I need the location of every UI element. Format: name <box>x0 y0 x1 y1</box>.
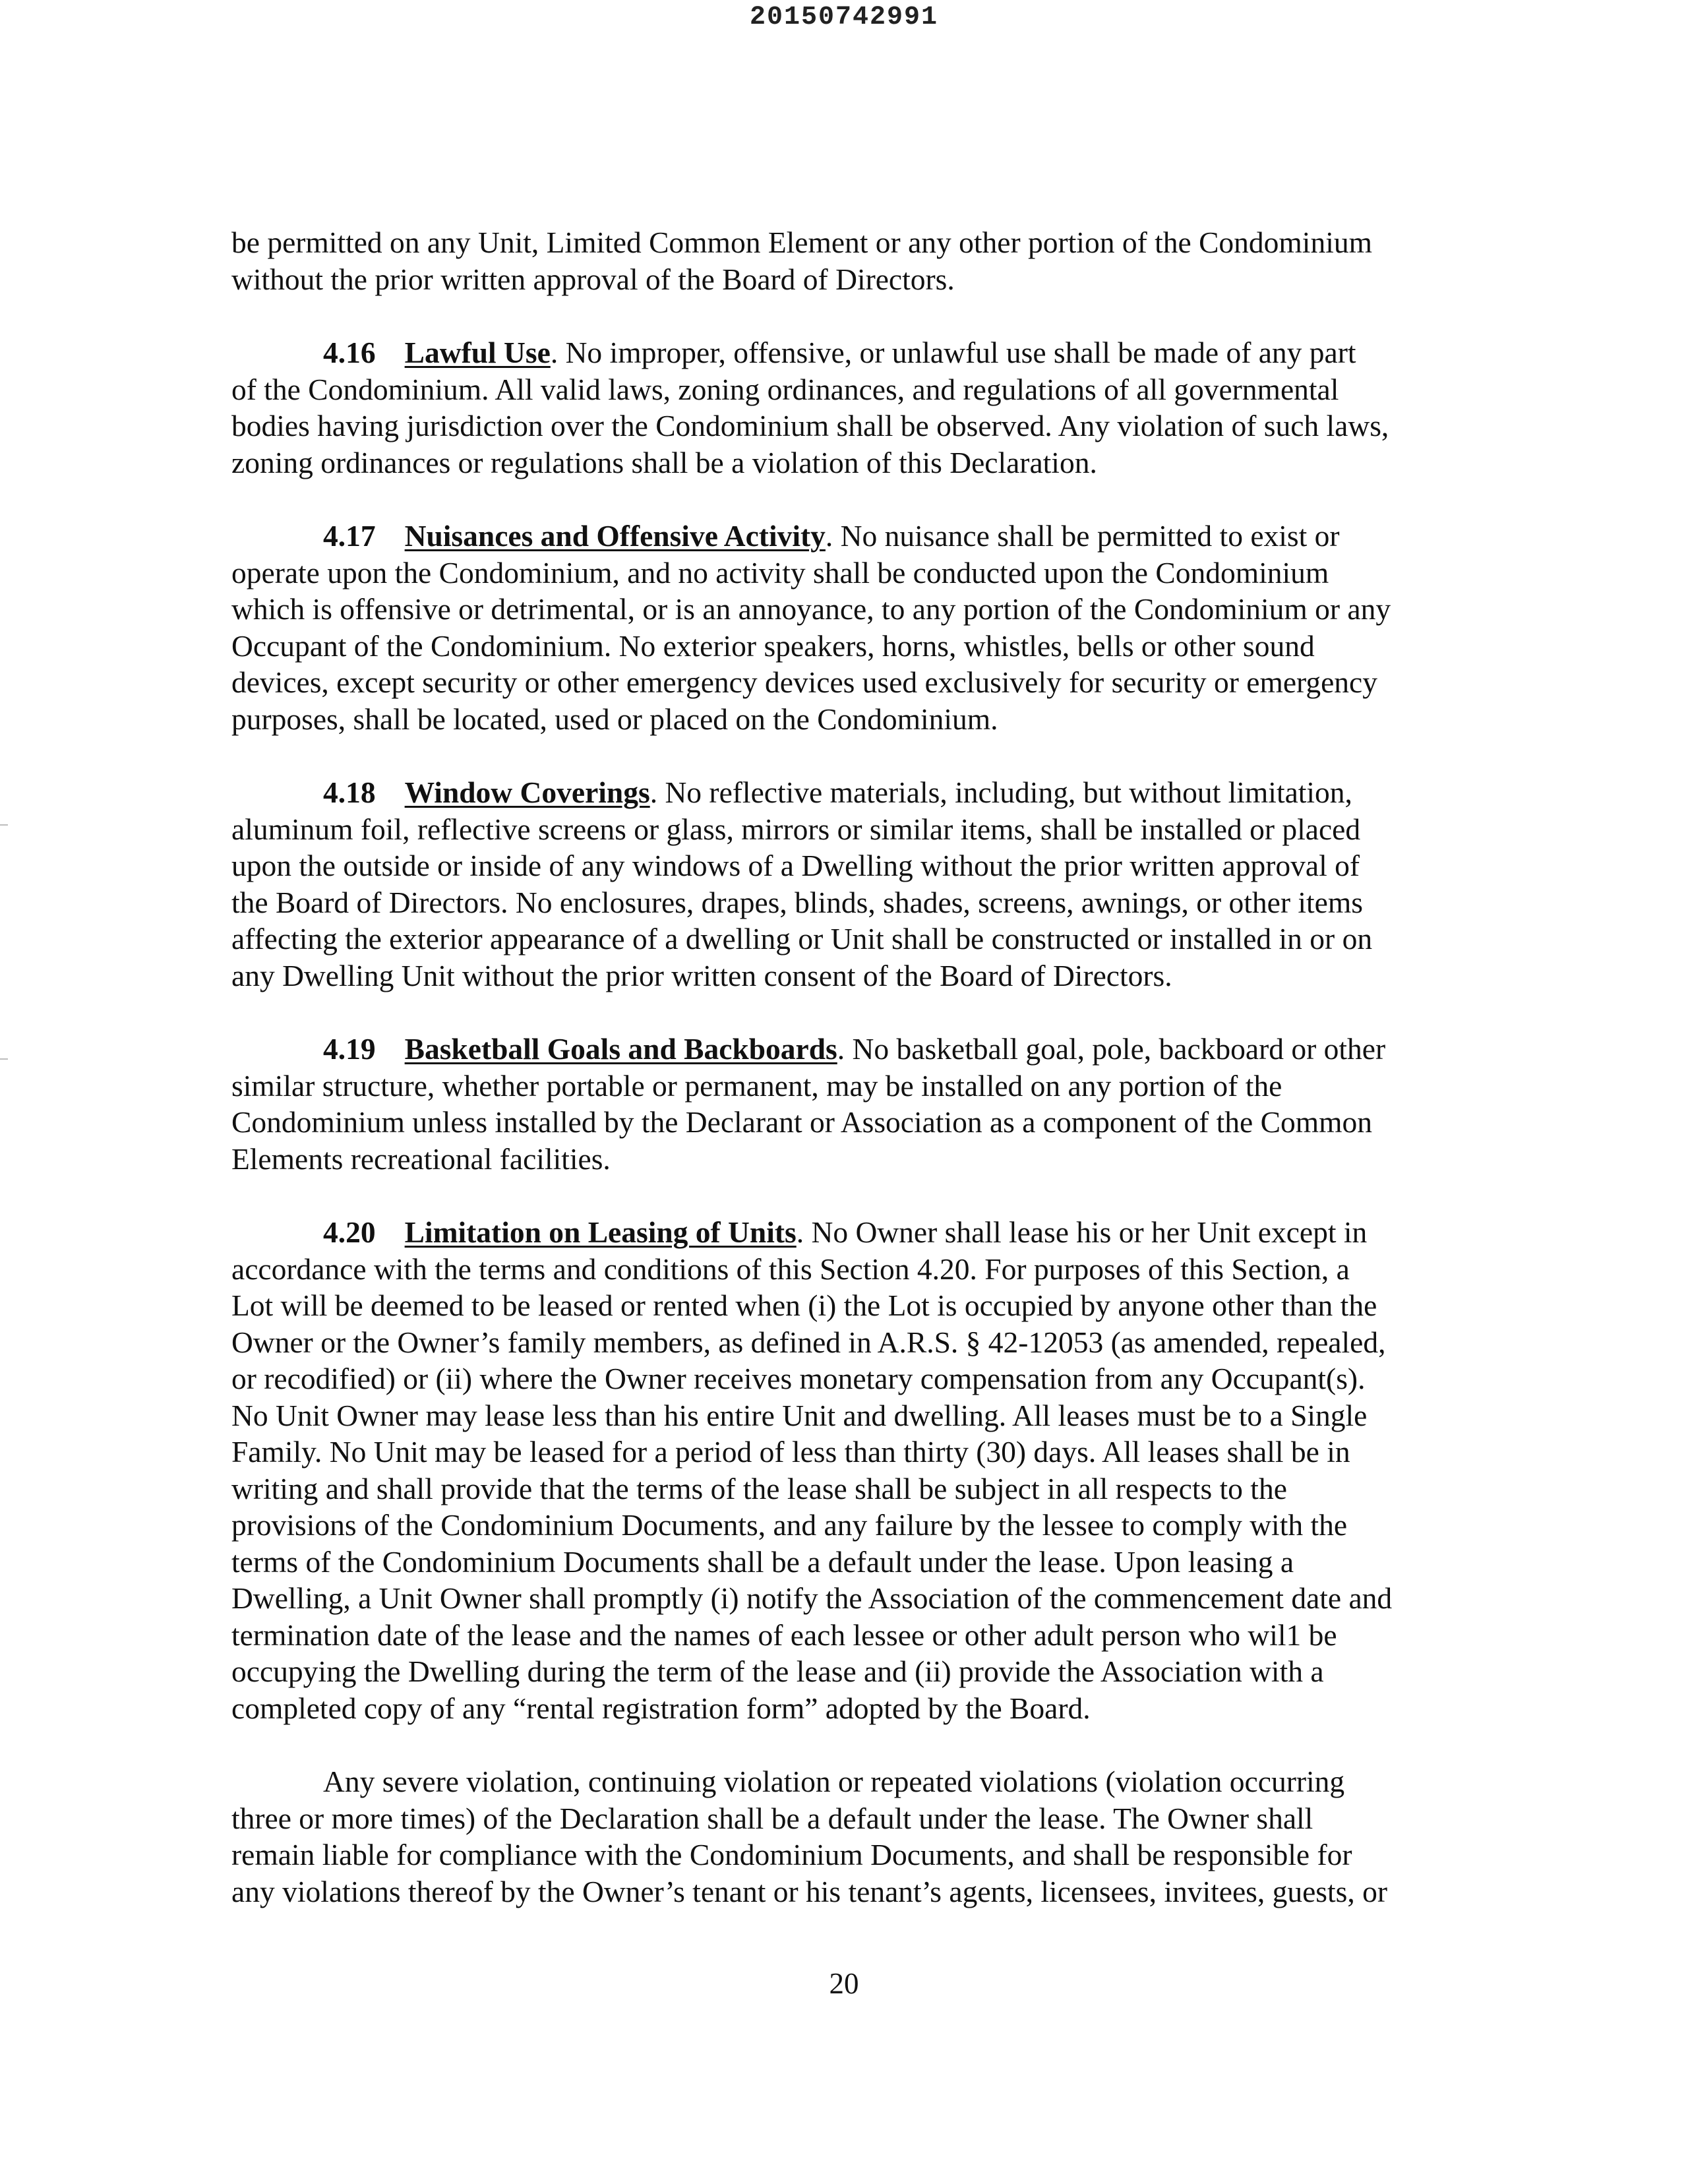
leasing-violation-paragraph <box>231 1763 1478 1910</box>
text-line: purposes, shall be located, used or placed on the Condominium. <box>231 702 998 736</box>
text-line: operate upon the Condominium, and no activity shall be conducted upon the Condominium <box>231 555 1329 590</box>
page-number: 20 <box>829 1967 859 2000</box>
text-line: Condominium unless installed by the Declarant or Association as a component of the Common <box>231 1105 1372 1139</box>
text-line: writing and shall provide that the terms of the lease shall be subject in all respects to the <box>231 1471 1287 1505</box>
text-line: accordance with the terms and conditions of this Section 4.20. For purposes of this Section, a <box>231 1252 1350 1286</box>
text-line: Lot will be deemed to be leased or rented when (i) the Lot is occupied by anyone other than the <box>231 1289 1377 1322</box>
section-number: 4.18 <box>323 775 376 809</box>
text-line: provisions of the Condominium Documents, and any failure by the lessee to comply with the <box>231 1508 1348 1542</box>
text-line: upon the outside or inside of any windows of a Dwelling without the prior written approval of <box>231 849 1360 882</box>
text-line: affecting the exterior appearance of a dwelling or Unit shall be constructed or installed in or on <box>231 922 1373 956</box>
text-line: devices, except security or other emergency devices used exclusively for security or emergency <box>231 665 1377 699</box>
text-line: Occupant of the Condominium. No exterior speakers, horns, whistles, bells or other sound <box>231 628 1315 663</box>
text-line: Elements recreational facilities. <box>231 1141 611 1176</box>
paragraph-first-line: Any severe violation, continuing violation or repeated violations (violation occurring <box>323 1765 1345 1798</box>
section-number: 4.17 <box>323 519 376 553</box>
text-line: any violations thereof by the Owner’s tenant or his tenant’s agents, licensees, invitees, guests, or <box>231 1874 1388 1908</box>
text-line: be permitted on any Unit, Limited Common Element or any other portion of the Condominium <box>231 226 1372 259</box>
text-line: similar structure, whether portable or permanent, may be installed on any portion of the <box>231 1068 1282 1103</box>
text-line: zoning ordinances or regulations shall be a violation of this Declaration. <box>231 445 1097 479</box>
section-text: . No Owner shall lease his or her Unit except in <box>796 1215 1368 1249</box>
text-line: three or more times) of the Declaration shall be a default under the lease. The Owner shall <box>231 1801 1313 1835</box>
text-line: terms of the Condominium Documents shall be a default under the lease. Upon leasing a <box>231 1544 1294 1579</box>
text-line: Owner or the Owner’s family members, as defined in A.R.S. § 42-12053 (as amended, repealed, <box>231 1325 1386 1359</box>
section-title: Nuisances and Offensive Activity <box>404 519 826 553</box>
text-line <box>231 1214 1478 1251</box>
text-line <box>231 334 1478 371</box>
text-line: of the Condominium. All valid laws, zoning ordinances, and regulations of all governmental <box>231 372 1339 406</box>
text-line: bodies having jurisdiction over the Condominium shall be observed. Any violation of such laws, <box>231 409 1389 442</box>
text-line: aluminum foil, reflective screens or glass, mirrors or similar items, shall be installed or placed <box>231 812 1361 846</box>
text-line: which is offensive or detrimental, or is an annoyance, to any portion of the Condominium or any <box>231 592 1391 626</box>
scan-mark <box>0 1058 8 1060</box>
text-line: No Unit Owner may lease less than his entire Unit and dwelling. All leases must be to a Single <box>231 1398 1368 1432</box>
text-line: occupying the Dwelling during the term of the lease and (ii) provide the Association with a <box>231 1654 1324 1688</box>
text-line: remain liable for compliance with the Condominium Documents, and shall be responsible for <box>231 1838 1352 1871</box>
continuation-paragraph <box>231 224 1478 297</box>
text-line: Dwelling, a Unit Owner shall promptly (i) notify the Association of the commencement date and <box>231 1581 1393 1615</box>
text-line <box>231 774 1478 811</box>
section-title: Limitation on Leasing of Units <box>404 1215 797 1249</box>
document-body <box>231 224 1478 1947</box>
section-number: 4.20 <box>323 1215 376 1249</box>
section-title: Lawful Use <box>404 336 551 369</box>
scan-mark <box>0 824 8 826</box>
section-title: Basketball Goals and Backboards <box>404 1032 837 1066</box>
section-number: 4.16 <box>323 336 376 369</box>
text-line <box>231 1763 1478 1800</box>
text-line: the Board of Directors. No enclosures, drapes, blinds, shades, screens, awnings, or other items <box>231 885 1363 919</box>
section-4-20 <box>231 1214 1478 1726</box>
text-line: any Dwelling Unit without the prior written consent of the Board of Directors. <box>231 958 1172 992</box>
section-number: 4.19 <box>323 1032 376 1066</box>
section-4-16 <box>231 334 1478 481</box>
section-text: . No reflective materials, including, but without limitation, <box>649 775 1352 809</box>
text-line: completed copy of any “rental registration form” adopted by the Board. <box>231 1691 1091 1725</box>
text-line <box>231 1031 1478 1068</box>
recording-number: 20150742991 <box>749 3 939 32</box>
section-text: . No basketball goal, pole, backboard or other <box>837 1032 1386 1066</box>
text-line: or recodified) or (ii) where the Owner receives monetary compensation from any Occupant(s). <box>231 1362 1366 1395</box>
text-line: termination date of the lease and the names of each lessee or other adult person who wil1 be <box>231 1618 1337 1652</box>
section-text: . No improper, offensive, or unlawful use shall be made of any part <box>550 336 1356 369</box>
text-line <box>231 518 1478 555</box>
section-4-18 <box>231 774 1478 994</box>
text-line: Family. No Unit may be leased for a period of less than thirty (30) days. All leases shall be in <box>231 1435 1350 1469</box>
section-4-19 <box>231 1031 1478 1177</box>
text-line: without the prior written approval of the Board of Directors. <box>231 262 955 296</box>
section-title: Window Coverings <box>404 775 650 809</box>
section-text: . No nuisance shall be permitted to exist or <box>825 519 1340 553</box>
section-4-17 <box>231 518 1478 737</box>
